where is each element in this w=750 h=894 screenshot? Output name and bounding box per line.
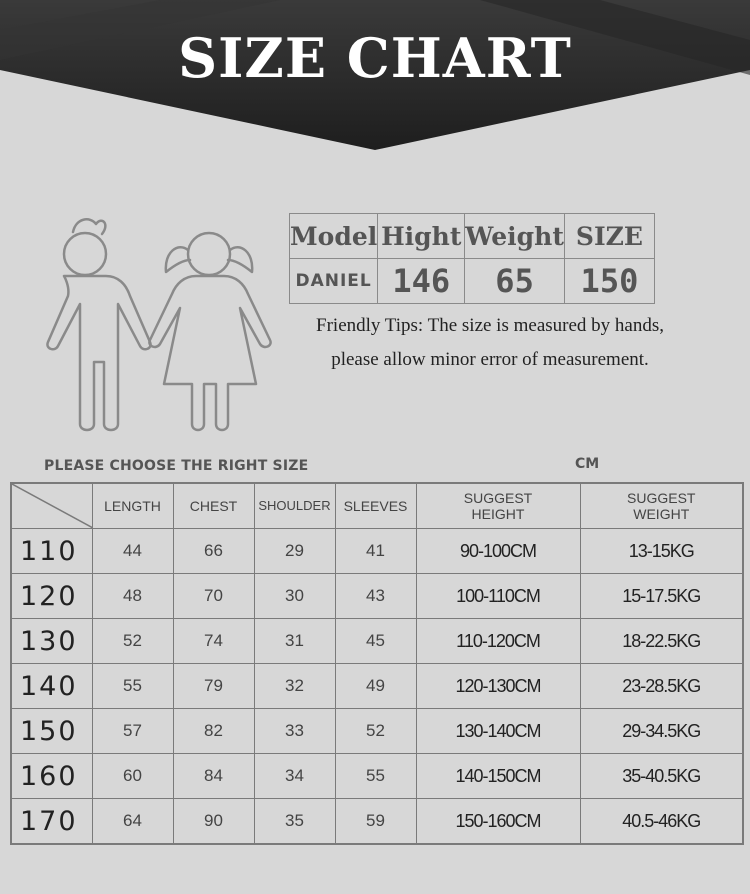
diagonal-line	[12, 484, 93, 528]
shoulder-cell: 30	[254, 574, 335, 619]
sleeves-cell: 49	[335, 664, 416, 709]
table-row	[11, 529, 743, 574]
model-height: 146	[378, 259, 465, 304]
height-cell: 100-110CM	[416, 574, 580, 619]
col-sleeves: SLEEVES	[335, 483, 416, 529]
chest-cell: 84	[173, 754, 254, 799]
chest-cell: 90	[173, 799, 254, 845]
height-cell: 90-100CM	[416, 529, 580, 574]
col-suggest-weight-label: SUGGEST WEIGHT	[627, 490, 696, 522]
model-table-value-row	[290, 259, 655, 304]
size-table-header-row	[11, 483, 743, 529]
height-header: Hight	[378, 214, 465, 259]
size-cell: 130	[11, 619, 92, 664]
table-row	[11, 754, 743, 799]
sleeves-cell: 55	[335, 754, 416, 799]
chest-cell: 74	[173, 619, 254, 664]
shoulder-cell: 35	[254, 799, 335, 845]
kids-illustration	[18, 212, 283, 442]
model-name: DANIEL	[290, 259, 378, 304]
col-chest: CHEST	[173, 483, 254, 529]
chest-cell: 70	[173, 574, 254, 619]
section-heading: PLEASE CHOOSE THE RIGHT SIZE	[44, 458, 309, 474]
size-cell: 140	[11, 664, 92, 709]
model-header: Model	[290, 214, 378, 259]
weight-header: Weight	[465, 214, 565, 259]
col-length: LENGTH	[92, 483, 173, 529]
length-cell: 48	[92, 574, 173, 619]
chest-cell: 66	[173, 529, 254, 574]
shoulder-cell: 29	[254, 529, 335, 574]
height-cell: 120-130CM	[416, 664, 580, 709]
table-row	[11, 709, 743, 754]
model-weight: 65	[465, 259, 565, 304]
height-cell: 130-140CM	[416, 709, 580, 754]
size-cell: 120	[11, 574, 92, 619]
shoulder-cell: 32	[254, 664, 335, 709]
height-cell: 150-160CM	[416, 799, 580, 845]
shoulder-cell: 31	[254, 619, 335, 664]
sleeves-cell: 59	[335, 799, 416, 845]
length-cell: 57	[92, 709, 173, 754]
sleeves-cell: 52	[335, 709, 416, 754]
tips-line-1: Friendly Tips: The size is measured by hands,	[316, 315, 664, 336]
girl-figure-icon	[149, 233, 270, 430]
model-table	[289, 213, 655, 304]
length-cell: 64	[92, 799, 173, 845]
sleeves-cell: 41	[335, 529, 416, 574]
size-cell: 170	[11, 799, 92, 845]
shoulder-cell: 34	[254, 754, 335, 799]
height-cell: 110-120CM	[416, 619, 580, 664]
weight-cell: 35-40.5KG	[580, 754, 743, 799]
height-cell: 140-150CM	[416, 754, 580, 799]
weight-cell: 29-34.5KG	[580, 709, 743, 754]
weight-cell: 18-22.5KG	[580, 619, 743, 664]
length-cell: 60	[92, 754, 173, 799]
table-row	[11, 799, 743, 845]
corner-cell	[11, 483, 92, 529]
table-row	[11, 664, 743, 709]
chest-cell: 79	[173, 664, 254, 709]
weight-cell: 15-17.5KG	[580, 574, 743, 619]
size-table	[10, 482, 744, 845]
col-suggest-height	[416, 483, 580, 529]
size-cell: 160	[11, 754, 92, 799]
tips-line-2: please allow minor error of measurement.	[331, 349, 649, 370]
weight-cell: 23-28.5KG	[580, 664, 743, 709]
size-header: SIZE	[564, 214, 654, 259]
shoulder-cell: 33	[254, 709, 335, 754]
sleeves-cell: 43	[335, 574, 416, 619]
unit-label: CM	[575, 456, 600, 472]
page-title: SIZE CHART	[178, 26, 572, 90]
boy-figure-icon	[47, 219, 150, 430]
model-size: 150	[564, 259, 654, 304]
col-suggest-height-label: SUGGEST HEIGHT	[463, 490, 533, 522]
weight-cell: 13-15KG	[580, 529, 743, 574]
table-row	[11, 574, 743, 619]
length-cell: 55	[92, 664, 173, 709]
col-suggest-weight	[580, 483, 743, 529]
table-row	[11, 619, 743, 664]
col-shoulder: SHOULDER	[254, 483, 335, 529]
length-cell: 44	[92, 529, 173, 574]
chest-cell: 82	[173, 709, 254, 754]
size-cell: 150	[11, 709, 92, 754]
size-cell: 110	[11, 529, 92, 574]
sleeves-cell: 45	[335, 619, 416, 664]
length-cell: 52	[92, 619, 173, 664]
weight-cell: 40.5-46KG	[580, 799, 743, 845]
model-table-header-row	[290, 214, 655, 259]
